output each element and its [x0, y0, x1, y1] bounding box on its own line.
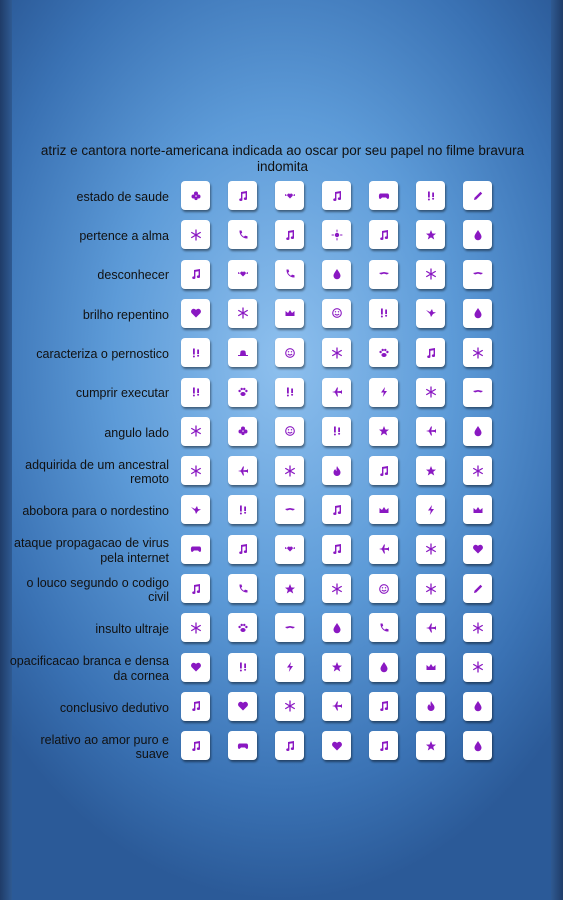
clue-row	[0, 613, 563, 645]
snowflake-icon	[472, 661, 484, 673]
clue-label: estado de saude	[76, 189, 169, 204]
answer-tile[interactable]	[369, 495, 398, 524]
answer-tile[interactable]	[369, 260, 398, 289]
music-icon	[378, 700, 390, 712]
music-icon	[331, 190, 343, 202]
bird-icon	[190, 504, 202, 516]
drop-icon	[472, 425, 484, 437]
clue-label: o louco segundo o codigo civil	[26, 575, 169, 604]
answer-tile[interactable]	[275, 535, 304, 564]
music-icon	[331, 543, 343, 555]
clue-label: angulo lado	[104, 425, 169, 440]
answer-tile[interactable]	[228, 456, 257, 485]
exclaim-icon	[237, 661, 249, 673]
answer-tile[interactable]	[416, 417, 445, 446]
answer-tile[interactable]	[322, 456, 351, 485]
snowflake-icon	[425, 268, 437, 280]
phone-icon	[237, 583, 249, 595]
answer-tile[interactable]	[416, 731, 445, 760]
answer-tile[interactable]	[228, 495, 257, 524]
clue-row	[0, 574, 563, 606]
answer-tile[interactable]	[416, 260, 445, 289]
snowflake-icon	[472, 347, 484, 359]
answer-tile[interactable]	[416, 378, 445, 407]
answer-tile[interactable]	[181, 417, 210, 446]
answer-tile[interactable]	[463, 613, 492, 642]
answer-tile[interactable]	[228, 613, 257, 642]
plane-icon	[331, 700, 343, 712]
answer-tile[interactable]	[275, 220, 304, 249]
star-icon	[425, 229, 437, 241]
flower-icon	[237, 425, 249, 437]
answer-tile[interactable]	[322, 220, 351, 249]
answer-tile[interactable]	[463, 260, 492, 289]
answer-tile[interactable]	[322, 653, 351, 682]
clue-label: relativo ao amor puro e suave	[40, 732, 169, 762]
sun-icon	[331, 229, 343, 241]
snowflake-icon	[472, 622, 484, 634]
answer-tile[interactable]	[463, 417, 492, 446]
clue-row	[0, 299, 563, 331]
answer-tile[interactable]	[228, 653, 257, 682]
answer-tile[interactable]	[275, 260, 304, 289]
clue-label: insulto ultraje	[95, 622, 169, 637]
music-icon	[425, 347, 437, 359]
answer-tile[interactable]	[275, 181, 304, 210]
snowflake-icon	[472, 465, 484, 477]
answer-tile[interactable]	[181, 299, 210, 328]
answer-tile[interactable]	[275, 613, 304, 642]
crown-icon	[378, 504, 390, 516]
heart-icon	[331, 740, 343, 752]
answer-tile[interactable]	[369, 338, 398, 367]
answer-tile[interactable]	[416, 181, 445, 210]
gamepad-icon	[378, 190, 390, 202]
exclaim-icon	[378, 307, 390, 319]
exclaim-icon	[331, 425, 343, 437]
exclaim-icon	[284, 386, 296, 398]
music-icon	[237, 190, 249, 202]
answer-tile[interactable]	[369, 731, 398, 760]
star-icon	[284, 583, 296, 595]
wing-icon	[472, 386, 484, 398]
answer-tile[interactable]	[228, 417, 257, 446]
plane-icon	[425, 622, 437, 634]
clue-label: pertence a alma	[79, 229, 169, 244]
snowflake-icon	[331, 347, 343, 359]
drop-icon	[331, 268, 343, 280]
heart-wing-icon	[284, 190, 296, 202]
flame-icon	[425, 700, 437, 712]
snowflake-icon	[190, 622, 202, 634]
answer-tile[interactable]	[181, 260, 210, 289]
heart-icon	[472, 543, 484, 555]
snowflake-icon	[190, 465, 202, 477]
plane-icon	[331, 386, 343, 398]
answer-tile[interactable]	[228, 535, 257, 564]
answer-tile[interactable]	[228, 299, 257, 328]
answer-tile[interactable]	[228, 220, 257, 249]
left-border	[0, 0, 12, 900]
answer-tile[interactable]	[228, 181, 257, 210]
answer-tile[interactable]	[181, 495, 210, 524]
clue-row	[0, 692, 563, 724]
answer-tile[interactable]	[463, 456, 492, 485]
snowflake-icon	[425, 386, 437, 398]
snowflake-icon	[284, 700, 296, 712]
answer-tile[interactable]	[181, 574, 210, 603]
answer-tile[interactable]	[181, 456, 210, 485]
music-icon	[284, 740, 296, 752]
exclaim-icon	[237, 504, 249, 516]
answer-tile[interactable]	[369, 574, 398, 603]
answer-tile[interactable]	[275, 417, 304, 446]
clue-row	[0, 338, 563, 370]
clue-label: cumprir executar	[75, 386, 169, 401]
heart-wing-icon	[284, 543, 296, 555]
question-text: atriz e cantora norte-americana indicada ao oscar por seu papel no filme bravura indomita	[40, 143, 525, 174]
phone-icon	[284, 268, 296, 280]
answer-tile[interactable]	[275, 653, 304, 682]
phone-icon	[378, 622, 390, 634]
clue-row	[0, 456, 563, 488]
clue-row	[0, 535, 563, 567]
clue-label: desconhecer	[97, 268, 169, 283]
answer-tile[interactable]	[228, 338, 257, 367]
answer-tile[interactable]	[463, 378, 492, 407]
music-icon	[331, 504, 343, 516]
heart-wing-icon	[237, 268, 249, 280]
answer-tile[interactable]	[322, 378, 351, 407]
answer-tile[interactable]	[416, 613, 445, 642]
snowflake-icon	[190, 229, 202, 241]
exclaim-icon	[190, 386, 202, 398]
bird-icon	[425, 307, 437, 319]
pencil-icon	[472, 190, 484, 202]
music-icon	[378, 740, 390, 752]
music-icon	[378, 229, 390, 241]
answer-tile[interactable]	[275, 692, 304, 721]
answer-tile[interactable]	[322, 692, 351, 721]
star-icon	[378, 425, 390, 437]
answer-tile[interactable]	[416, 692, 445, 721]
music-icon	[284, 229, 296, 241]
clue-label: opacificacao branca e densa da cornea	[9, 654, 169, 683]
clue-row	[0, 260, 563, 292]
snowflake-icon	[425, 543, 437, 555]
answer-tile[interactable]	[322, 260, 351, 289]
answer-tile[interactable]	[322, 299, 351, 328]
smiley-icon	[284, 425, 296, 437]
gamepad-icon	[190, 543, 202, 555]
bolt-icon	[425, 504, 437, 516]
answer-tile[interactable]	[463, 574, 492, 603]
answer-tile[interactable]	[463, 220, 492, 249]
flame-icon	[331, 465, 343, 477]
drop-icon	[472, 229, 484, 241]
wing-icon	[284, 504, 296, 516]
answer-tile[interactable]	[322, 731, 351, 760]
clue-row	[0, 653, 563, 685]
music-icon	[190, 700, 202, 712]
answer-tile[interactable]	[322, 574, 351, 603]
answer-tile[interactable]	[228, 378, 257, 407]
answer-tile[interactable]	[416, 495, 445, 524]
answer-tile[interactable]	[369, 653, 398, 682]
clue-row	[0, 220, 563, 252]
smiley-icon	[284, 347, 296, 359]
answer-tile[interactable]	[181, 181, 210, 210]
answer-tile[interactable]	[369, 378, 398, 407]
clue-label: caracteriza o pernostico	[36, 346, 169, 361]
smiley-icon	[378, 583, 390, 595]
answer-tile[interactable]	[416, 456, 445, 485]
drop-icon	[378, 661, 390, 673]
clue-label: brilho repentino	[82, 307, 169, 322]
flower-icon	[190, 190, 202, 202]
phone-icon	[237, 229, 249, 241]
answer-tile[interactable]	[228, 692, 257, 721]
answer-tile[interactable]	[369, 535, 398, 564]
answer-tile[interactable]	[369, 613, 398, 642]
snowflake-icon	[425, 583, 437, 595]
answer-tile[interactable]	[463, 299, 492, 328]
crown-icon	[284, 307, 296, 319]
answer-tile[interactable]	[463, 653, 492, 682]
gamepad-icon	[237, 740, 249, 752]
answer-tile[interactable]	[275, 338, 304, 367]
clue-row	[0, 378, 563, 410]
answer-tile[interactable]	[181, 338, 210, 367]
answer-tile[interactable]	[322, 495, 351, 524]
wing-icon	[472, 268, 484, 280]
drop-icon	[472, 307, 484, 319]
answer-tile[interactable]	[228, 731, 257, 760]
exclaim-icon	[425, 190, 437, 202]
clue-row	[0, 417, 563, 449]
drop-icon	[472, 740, 484, 752]
heart-icon	[190, 661, 202, 673]
music-icon	[378, 465, 390, 477]
plane-icon	[425, 425, 437, 437]
answer-tile[interactable]	[181, 613, 210, 642]
clue-row	[0, 731, 563, 763]
wing-icon	[284, 622, 296, 634]
answer-tile[interactable]	[369, 299, 398, 328]
clue-row	[0, 495, 563, 527]
answer-tile[interactable]	[181, 378, 210, 407]
answer-tile[interactable]	[463, 731, 492, 760]
clue-label: conclusivo dedutivo	[59, 700, 169, 715]
answer-tile[interactable]	[228, 260, 257, 289]
answer-tile[interactable]	[416, 220, 445, 249]
clue-label: abobora para o nordestino	[22, 504, 169, 519]
answer-tile[interactable]	[322, 338, 351, 367]
music-icon	[190, 268, 202, 280]
right-border	[551, 0, 563, 900]
paw-icon	[237, 386, 249, 398]
answer-tile[interactable]	[463, 692, 492, 721]
wing-icon	[378, 268, 390, 280]
smiley-icon	[331, 307, 343, 319]
music-icon	[190, 583, 202, 595]
crown-icon	[425, 661, 437, 673]
paw-icon	[378, 347, 390, 359]
answer-tile[interactable]	[228, 574, 257, 603]
clue-row	[0, 181, 563, 213]
bolt-icon	[378, 386, 390, 398]
answer-tile[interactable]	[369, 456, 398, 485]
answer-tile[interactable]	[181, 220, 210, 249]
answer-tile[interactable]	[463, 181, 492, 210]
music-icon	[190, 740, 202, 752]
heart-icon	[237, 700, 249, 712]
answer-tile[interactable]	[275, 299, 304, 328]
answer-tile[interactable]	[463, 495, 492, 524]
answer-tile[interactable]	[369, 181, 398, 210]
answer-tile[interactable]	[181, 692, 210, 721]
clue-label: ataque propagacao de virus pela internet	[14, 536, 169, 565]
answer-tile[interactable]	[322, 535, 351, 564]
drop-icon	[472, 700, 484, 712]
answer-tile[interactable]	[416, 299, 445, 328]
answer-tile[interactable]	[275, 378, 304, 407]
clue-label: adquirida de um ancestral remoto	[25, 457, 169, 487]
snowflake-icon	[237, 307, 249, 319]
star-icon	[425, 465, 437, 477]
plane-icon	[378, 543, 390, 555]
pencil-icon	[472, 583, 484, 595]
star-icon	[425, 740, 437, 752]
answer-tile[interactable]	[416, 535, 445, 564]
hat-icon	[237, 347, 249, 359]
answer-tile[interactable]	[181, 535, 210, 564]
plane-icon	[237, 465, 249, 477]
answer-tile[interactable]	[275, 574, 304, 603]
crown-icon	[472, 504, 484, 516]
answer-tile[interactable]	[463, 535, 492, 564]
answer-tile[interactable]	[369, 692, 398, 721]
answer-tile[interactable]	[181, 653, 210, 682]
snowflake-icon	[284, 465, 296, 477]
heart-icon	[190, 307, 202, 319]
answer-tile[interactable]	[275, 495, 304, 524]
game-board	[12, 0, 551, 900]
snowflake-icon	[190, 425, 202, 437]
drop-icon	[331, 622, 343, 634]
star-icon	[331, 661, 343, 673]
answer-tile[interactable]	[416, 653, 445, 682]
answer-tile[interactable]	[416, 338, 445, 367]
answer-tile[interactable]	[275, 731, 304, 760]
snowflake-icon	[331, 583, 343, 595]
answer-tile[interactable]	[369, 417, 398, 446]
exclaim-icon	[190, 347, 202, 359]
answer-tile[interactable]	[322, 417, 351, 446]
answer-tile[interactable]	[369, 220, 398, 249]
answer-tile[interactable]	[322, 613, 351, 642]
answer-tile[interactable]	[275, 456, 304, 485]
music-icon	[237, 543, 249, 555]
answer-tile[interactable]	[322, 181, 351, 210]
paw-icon	[237, 622, 249, 634]
answer-tile[interactable]	[416, 574, 445, 603]
answer-tile[interactable]	[181, 731, 210, 760]
bolt-icon	[284, 661, 296, 673]
answer-tile[interactable]	[463, 338, 492, 367]
